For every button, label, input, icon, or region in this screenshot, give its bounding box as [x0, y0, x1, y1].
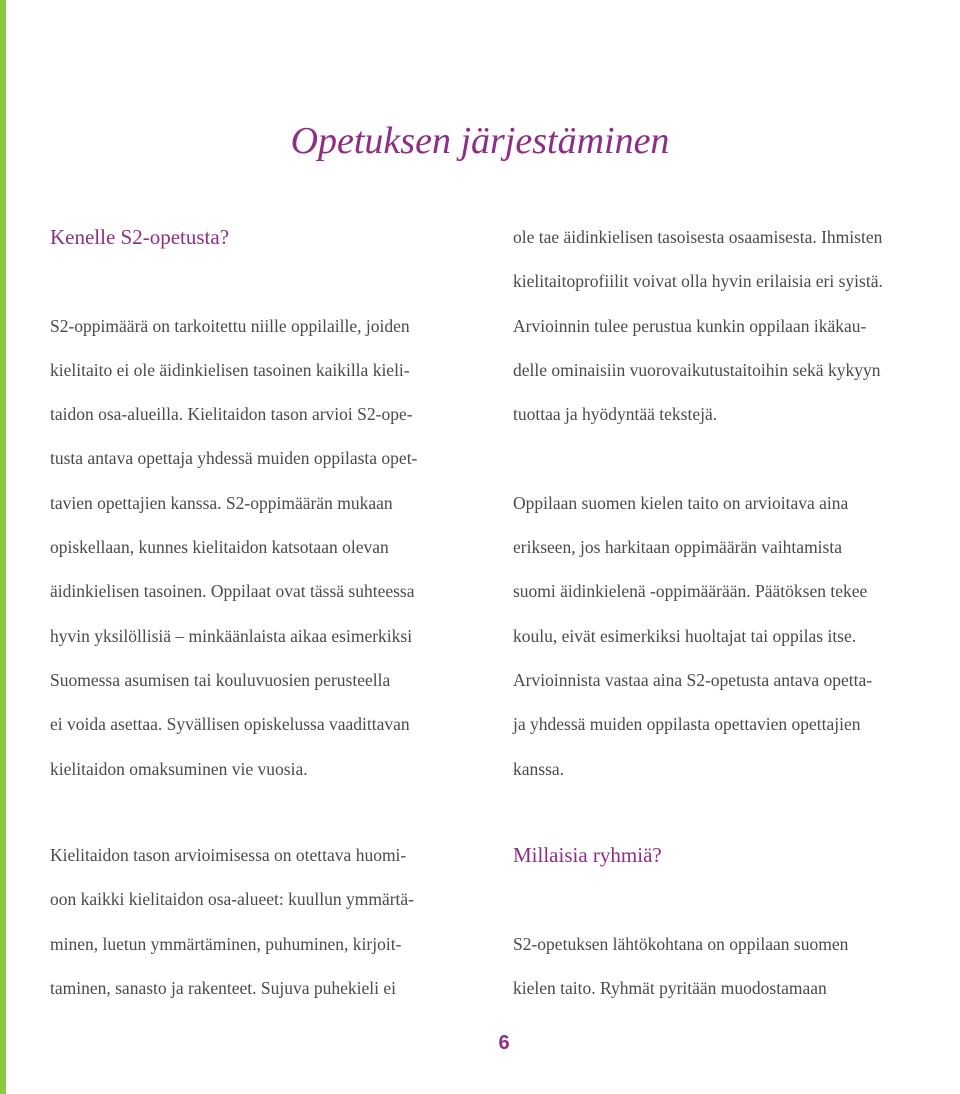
text-line: S2-oppimäärä on tarkoitettu niille oppilaille, joiden	[50, 315, 410, 336]
text-line: kielitaitoprofiilit voivat olla hyvin erilaisia eri syistä.	[513, 271, 883, 292]
text-line: koulu, eivät esimerkiksi huoltajat tai oppilas itse.	[513, 625, 857, 646]
text-line: tusta antava opettaja yhdessä muiden oppilasta opet-	[50, 448, 418, 469]
text-line: Oppilaan suomen kielen taito on arvioitava aina	[513, 492, 849, 513]
text-line: kielen taito. Ryhmät pyritään muodostamaan	[513, 977, 827, 998]
text-line: tuottaa ja hyödyntää tekstejä.	[513, 404, 718, 425]
page-title: Opetuksen järjestäminen	[290, 120, 670, 162]
spacer	[50, 259, 490, 303]
text-line: Arvioinnin tulee perustua kunkin oppilaan ikäkau-	[513, 315, 867, 336]
text-line: erikseen, jos harkitaan oppimäärän vaihtamista	[513, 537, 842, 558]
paragraph-assessment-basis	[513, 215, 953, 436]
text-line: taminen, sanasto ja rakenteet. Sujuva puhekieli ei	[50, 977, 397, 998]
section-heading-kenelle: Kenelle S2-opetusta?	[50, 225, 230, 249]
paragraph-skill-areas	[50, 833, 490, 1010]
text-line: tavien opettajien kanssa. S2-oppimäärän mukaan	[50, 492, 393, 513]
text-line: oon kaikki kielitaidon osa-alueet: kuullun ymmärtä-	[50, 889, 415, 910]
text-line: ei voida asettaa. Syvällisen opiskelussa vaadittavan	[50, 714, 410, 735]
text-line: hyvin yksilöllisiä – minkäänlaista aikaa esimerkiksi	[50, 625, 413, 646]
spacer	[513, 877, 958, 921]
left-column-bottom	[50, 833, 490, 1010]
text-line: delle ominaisiin vuorovaikutustaitoihin sekä kykyyn	[513, 359, 881, 380]
text-line: kielitaidon omaksuminen vie vuosia.	[50, 758, 308, 779]
spacer	[513, 436, 953, 480]
left-column-top	[50, 215, 490, 791]
right-column-bottom	[513, 833, 958, 1010]
text-line: Kielitaidon tason arvioimisessa on otettava huomi-	[50, 845, 407, 865]
text-line: opiskellaan, kunnes kielitaidon katsotaan olevan	[50, 537, 389, 558]
text-line: äidinkielisen tasoinen. Oppilaat ovat tässä suhteessa	[50, 581, 415, 602]
text-line: Suomessa asumisen tai kouluvuosien perusteella	[50, 669, 391, 690]
page-number: 6	[498, 1032, 510, 1054]
text-line: kanssa.	[513, 758, 565, 779]
text-line: taidon osa-alueilla. Kielitaidon tason arvioi S2-ope-	[50, 404, 413, 425]
text-line: ja yhdessä muiden oppilasta opettavien opettajien	[513, 714, 861, 735]
text-line: kielitaito ei ole äidinkielisen tasoinen kaikilla kieli-	[50, 359, 410, 380]
right-column-top	[513, 215, 953, 791]
paragraph-assessment-responsibility	[513, 481, 953, 791]
paragraph-groups	[513, 922, 958, 1011]
section-heading-millaisia-ryhmia: Millaisia ryhmiä?	[513, 843, 662, 867]
paragraph-s2-target	[50, 304, 490, 791]
text-line: ole tae äidinkielisen tasoisesta osaamisesta. Ihmisten	[513, 227, 883, 247]
text-line: S2-opetuksen lähtökohtana on oppilaan suomen	[513, 933, 849, 954]
text-line: minen, luetun ymmärtäminen, puhuminen, kirjoit-	[50, 933, 402, 954]
text-line: suomi äidinkielenä -oppimäärään. Päätöksen tekee	[513, 581, 868, 602]
text-line: Arvioinnista vastaa aina S2-opetusta antava opetta-	[513, 669, 873, 690]
